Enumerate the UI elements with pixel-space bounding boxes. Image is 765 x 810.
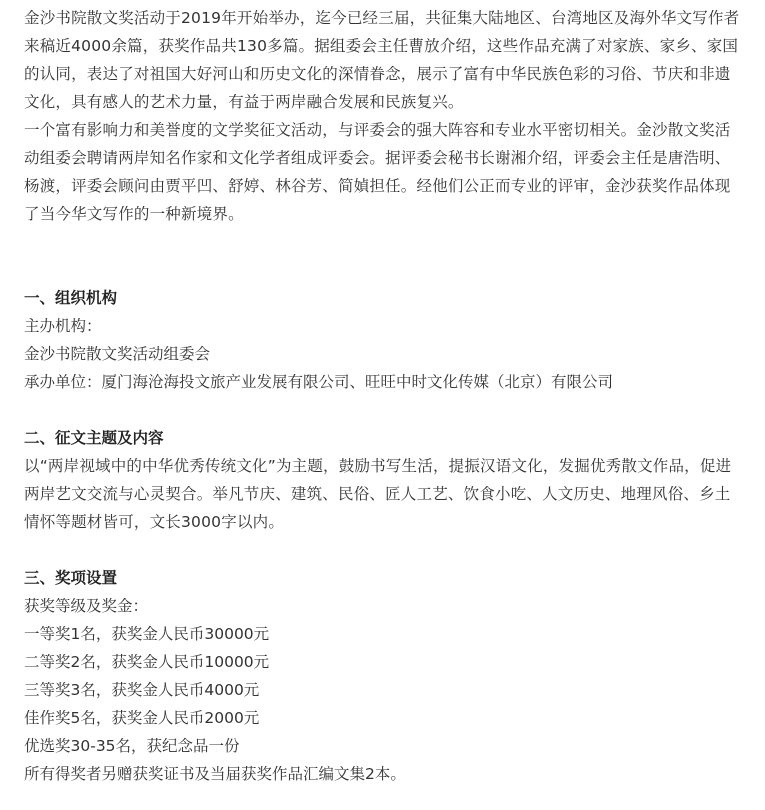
organizer-name: 金沙书院散文奖活动组委会 (24, 345, 211, 363)
awards-footer: 所有得奖者另赠获奖证书及当届获奖作品汇编文集2本。 (24, 765, 406, 783)
organizer-label: 主办机构： (24, 317, 102, 335)
intro-paragraph-2: 一个富有影响力和美誉度的文学奖征文活动，与评委会的强大阵容和专业水平密切相关。金沙散文奖活动组委会聘请两岸知名作家和文化学者组成评委会。据评委会秘书长谢湘介绍，评委会主任是唐浩明、杨渡，评委会顾问由贾平凹、舒婷、林谷芳、简媜担任。经他们公正而专业的评审，金沙获奖作品体现了当今华文写作的一种新境界。 (24, 121, 731, 223)
spacer (24, 536, 741, 564)
spacer (24, 228, 741, 284)
intro-paragraph-1: 金沙书院散文奖活动于2019年开始举办，迄今已经三届，共征集大陆地区、台湾地区及海外华文写作者来稿近4000余篇，获奖作品共130多篇。据组委会主任曹放介绍，这些作品充满了对家族、家乡、家国的认同，表达了对祖国大好河山和历史文化的深情眷念，展示了富有中华民族色彩的习俗、节庆和非遗文化，具有感人的艺术力量，有益于两岸融合发展和民族复兴。 (24, 9, 740, 111)
co-organizer: 承办单位：厦门海沧海投文旅产业发展有限公司、旺旺中时文化传媒（北京）有限公司 (24, 373, 614, 391)
award-item: 二等奖2名，获奖金人民币10000元 (24, 653, 270, 671)
spacer (24, 396, 741, 424)
award-item: 一等奖1名，获奖金人民币30000元 (24, 625, 270, 643)
section-3-heading: 三、奖项设置 (24, 569, 118, 587)
award-item: 佳作奖5名，获奖金人民币2000元 (24, 709, 260, 727)
section-1-heading: 一、组织机构 (24, 289, 118, 307)
awards-intro: 获奖等级及奖金： (24, 597, 149, 615)
award-item: 三等奖3名，获奖金人民币4000元 (24, 681, 260, 699)
section-2-body: 以“两岸视域中的中华优秀传统文化”为主题，鼓励书写生活，提振汉语文化，发掘优秀散文作品，促进两岸艺文交流与心灵契合。举凡节庆、建筑、民俗、匠人工艺、饮食小吃、人文历史、地理风俗、乡土情怀等题材皆可，文长3000字以内。 (24, 457, 732, 531)
section-2-heading: 二、征文主题及内容 (24, 429, 164, 447)
award-item: 优选奖30-35名，获纪念品一份 (24, 737, 240, 755)
